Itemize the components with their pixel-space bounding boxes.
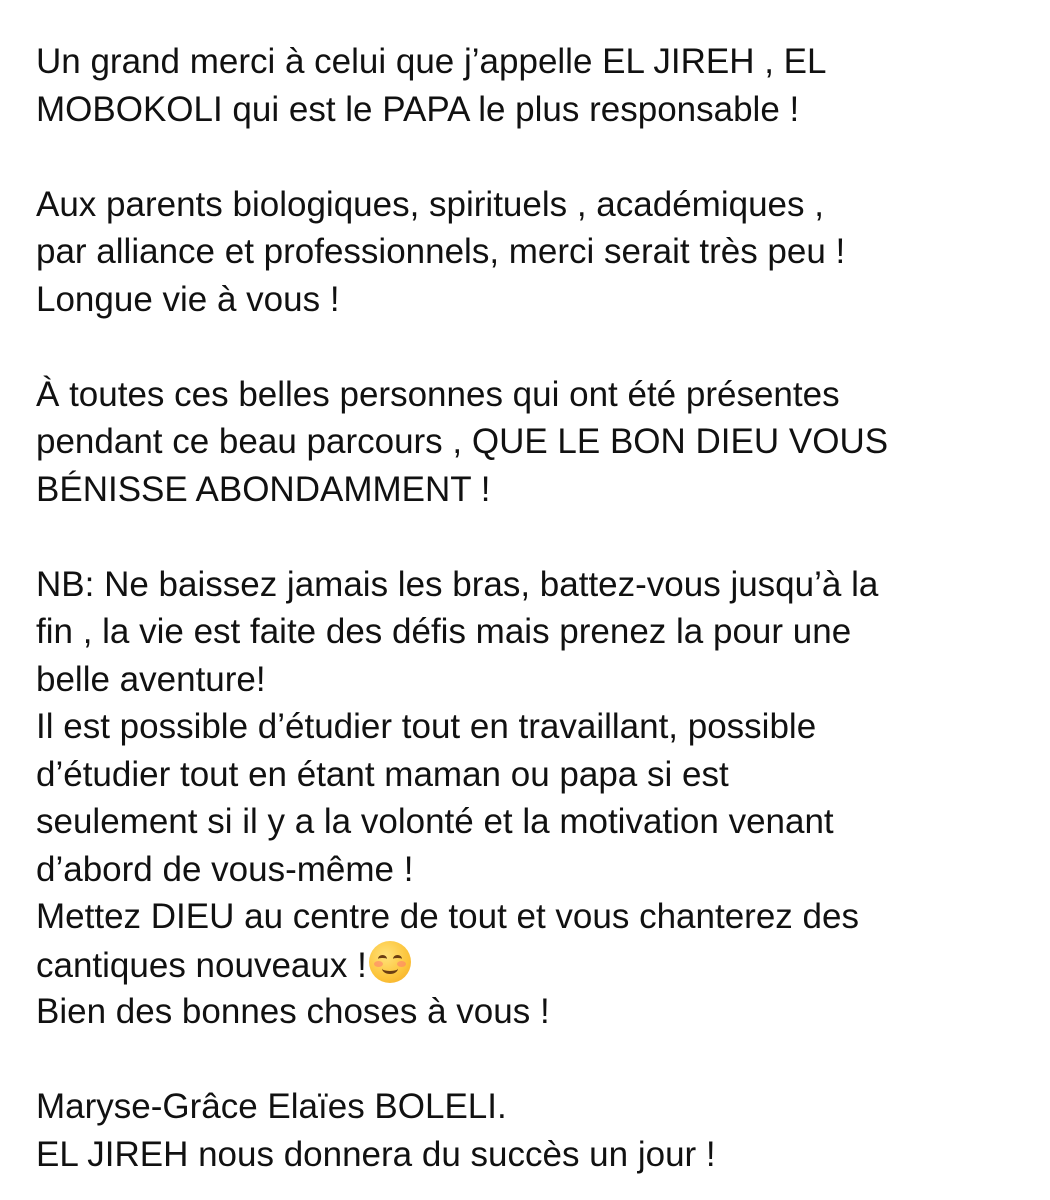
text-line: Longue vie à vous ! bbox=[36, 279, 340, 319]
text-line-with-emoji bbox=[36, 941, 1036, 989]
text-line: BÉNISSE ABONDAMMENT ! bbox=[36, 469, 491, 509]
paragraph-spacer bbox=[36, 323, 1036, 371]
text-line: par alliance et professionnels, merci serait très peu ! bbox=[36, 232, 846, 271]
signature-name: Maryse-Grâce Elaïes BOLELI. bbox=[36, 1087, 507, 1126]
paragraph-spacer bbox=[36, 133, 1036, 181]
paragraph-spacer bbox=[36, 513, 1036, 561]
note-text bbox=[36, 38, 1036, 1178]
paragraph-spacer bbox=[36, 1036, 1036, 1084]
text-line: d’étudier tout en étant maman ou papa si est bbox=[36, 754, 729, 794]
text-line: Un grand merci à celui que j’appelle EL JIREH , EL bbox=[36, 42, 827, 81]
text-line: fin , la vie est faite des défis mais prenez la pour une bbox=[36, 612, 852, 651]
text-line: NB: Ne baissez jamais les bras, battez-vous jusqu’à la bbox=[36, 564, 879, 604]
text-line: seulement si il y a la volonté et la motivation venant bbox=[36, 802, 834, 841]
text-line: pendant ce beau parcours , QUE LE BON DIEU VOUS bbox=[36, 422, 889, 461]
text-line: d’abord de vous-même ! bbox=[36, 849, 414, 889]
text-line: Il est possible d’étudier tout en travaillant, possible bbox=[36, 707, 817, 746]
smiling-face-icon bbox=[369, 941, 411, 983]
text-line: Aux parents biologiques, spirituels , académiques , bbox=[36, 184, 824, 224]
text-line: MOBOKOLI qui est le PAPA le plus responsable ! bbox=[36, 89, 800, 129]
text-line: À toutes ces belles personnes qui ont été présentes bbox=[36, 374, 840, 414]
text-line: belle aventure! bbox=[36, 659, 266, 699]
text-line: EL JIREH nous donnera du succès un jour ! bbox=[36, 1134, 716, 1174]
text-line: cantiques nouveaux ! bbox=[36, 945, 367, 985]
text-line: Bien des bonnes choses à vous ! bbox=[36, 992, 550, 1031]
text-line: Mettez DIEU au centre de tout et vous chanterez des bbox=[36, 897, 859, 936]
